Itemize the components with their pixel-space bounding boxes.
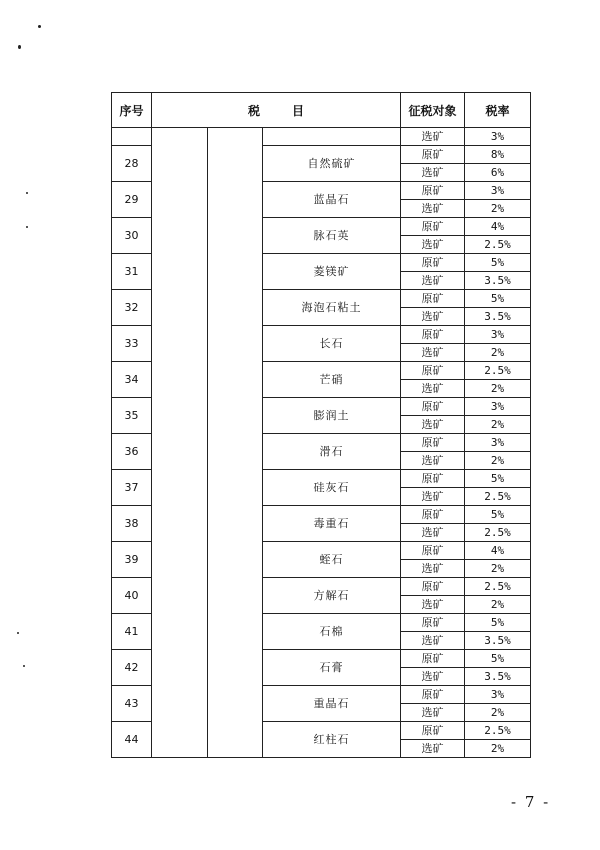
seq-cell: 29 <box>112 182 152 218</box>
levy-object-raw: 原矿 <box>401 398 465 416</box>
tax-rate-dressed: 3.5% <box>465 668 531 686</box>
tax-rate-dressed: 2.5% <box>465 488 531 506</box>
subcategory-cell <box>208 128 263 758</box>
seq-cell: 39 <box>112 542 152 578</box>
seq-cell: 31 <box>112 254 152 290</box>
tax-rate-dressed: 2.5% <box>465 524 531 542</box>
tax-rate-raw: 5% <box>465 470 531 488</box>
tax-rate-dressed: 3.5% <box>465 308 531 326</box>
tax-rate-dressed: 2% <box>465 596 531 614</box>
seq-cell: 44 <box>112 722 152 758</box>
levy-object-raw: 原矿 <box>401 614 465 632</box>
levy-object-raw: 原矿 <box>401 146 465 164</box>
tax-rate-dressed: 3.5% <box>465 632 531 650</box>
seq-cell: 38 <box>112 506 152 542</box>
levy-object-raw: 原矿 <box>401 650 465 668</box>
header-tax-rate: 税率 <box>465 93 531 128</box>
tax-rate-dressed: 6% <box>465 164 531 182</box>
mineral-name: 石棉 <box>263 614 401 650</box>
tax-rate-raw: 5% <box>465 290 531 308</box>
mineral-name: 芒硝 <box>263 362 401 398</box>
tax-rate-raw: 4% <box>465 218 531 236</box>
tax-rate-raw: 5% <box>465 650 531 668</box>
scan-speck <box>26 226 28 228</box>
scan-speck <box>17 632 19 634</box>
mineral-name: 毒重石 <box>263 506 401 542</box>
seq-cell: 41 <box>112 614 152 650</box>
seq-cell: 30 <box>112 218 152 254</box>
mineral-name: 海泡石粘土 <box>263 290 401 326</box>
tax-rate-dressed: 2% <box>465 740 531 758</box>
levy-object-raw: 原矿 <box>401 362 465 380</box>
tax-rate-dressed: 2% <box>465 560 531 578</box>
tax-rate-raw: 2.5% <box>465 722 531 740</box>
levy-object-raw: 原矿 <box>401 254 465 272</box>
mineral-name: 脉石英 <box>263 218 401 254</box>
levy-object-raw: 原矿 <box>401 686 465 704</box>
mineral-name: 滑石 <box>263 434 401 470</box>
levy-object-dressed: 选矿 <box>401 560 465 578</box>
tax-rate-dressed: 2% <box>465 200 531 218</box>
tax-rate-dressed: 2% <box>465 452 531 470</box>
levy-object-raw: 原矿 <box>401 182 465 200</box>
scan-speck <box>26 192 28 194</box>
tax-rate-dressed: 3.5% <box>465 272 531 290</box>
levy-object-dressed: 选矿 <box>401 200 465 218</box>
tax-rate-raw: 2.5% <box>465 578 531 596</box>
mineral-name: 蛭石 <box>263 542 401 578</box>
tax-rate-table <box>111 92 531 758</box>
levy-object-dressed: 选矿 <box>401 704 465 722</box>
seq-cell: 28 <box>112 146 152 182</box>
header-seq: 序号 <box>112 93 152 128</box>
seq-cell: 43 <box>112 686 152 722</box>
continuation-name-cell <box>263 128 401 146</box>
seq-cell: 32 <box>112 290 152 326</box>
levy-object-dressed: 选矿 <box>401 272 465 290</box>
seq-cell: 36 <box>112 434 152 470</box>
mineral-name: 方解石 <box>263 578 401 614</box>
levy-object-raw: 原矿 <box>401 434 465 452</box>
header-levy-object: 征税对象 <box>401 93 465 128</box>
levy-object-raw: 原矿 <box>401 722 465 740</box>
seq-cell: 37 <box>112 470 152 506</box>
header-tax-item <box>152 93 401 128</box>
levy-object-dressed: 选矿 <box>401 236 465 254</box>
seq-cell: 40 <box>112 578 152 614</box>
levy-object-raw: 原矿 <box>401 290 465 308</box>
tax-rate-raw: 4% <box>465 542 531 560</box>
seq-cell: 35 <box>112 398 152 434</box>
mineral-name: 硅灰石 <box>263 470 401 506</box>
tax-rate-dressed: 2% <box>465 416 531 434</box>
mineral-name: 自然硫矿 <box>263 146 401 182</box>
tax-rate-dressed: 2.5% <box>465 236 531 254</box>
continuation-rate: 3% <box>465 128 531 146</box>
continuation-seq-cell <box>112 128 152 146</box>
tax-rate-dressed: 2% <box>465 380 531 398</box>
seq-cell: 42 <box>112 650 152 686</box>
tax-rate-raw: 5% <box>465 254 531 272</box>
category-cell <box>152 128 208 758</box>
mineral-name: 蓝晶石 <box>263 182 401 218</box>
levy-object-dressed: 选矿 <box>401 632 465 650</box>
scan-speck <box>18 45 21 49</box>
tax-rate-raw: 5% <box>465 614 531 632</box>
scan-speck <box>23 665 25 667</box>
mineral-name: 膨润土 <box>263 398 401 434</box>
levy-object-dressed: 选矿 <box>401 452 465 470</box>
mineral-name: 菱镁矿 <box>263 254 401 290</box>
levy-object-dressed: 选矿 <box>401 380 465 398</box>
tax-rate-dressed: 2% <box>465 704 531 722</box>
page-number: - 7 - <box>511 793 551 811</box>
mineral-name: 长石 <box>263 326 401 362</box>
tax-rate-raw: 8% <box>465 146 531 164</box>
levy-object-raw: 原矿 <box>401 326 465 344</box>
tax-rate-raw: 3% <box>465 686 531 704</box>
tax-rate-raw: 3% <box>465 326 531 344</box>
tax-rate-raw: 3% <box>465 182 531 200</box>
tax-rate-raw: 2.5% <box>465 362 531 380</box>
table-header-row <box>112 93 531 128</box>
tax-rate-raw: 5% <box>465 506 531 524</box>
levy-object-dressed: 选矿 <box>401 488 465 506</box>
tax-rate-dressed: 2% <box>465 344 531 362</box>
levy-object-raw: 原矿 <box>401 470 465 488</box>
scan-speck <box>38 25 41 28</box>
tax-rate-raw: 3% <box>465 398 531 416</box>
continuation-row <box>112 128 531 146</box>
mineral-name: 重晶石 <box>263 686 401 722</box>
header-tax-item-right: 目 <box>292 103 305 118</box>
levy-object-dressed: 选矿 <box>401 524 465 542</box>
seq-cell: 33 <box>112 326 152 362</box>
continuation-object: 选矿 <box>401 128 465 146</box>
levy-object-dressed: 选矿 <box>401 596 465 614</box>
tax-rate-raw: 3% <box>465 434 531 452</box>
header-tax-item-left: 税 <box>247 103 260 118</box>
levy-object-dressed: 选矿 <box>401 164 465 182</box>
levy-object-raw: 原矿 <box>401 506 465 524</box>
levy-object-dressed: 选矿 <box>401 740 465 758</box>
levy-object-dressed: 选矿 <box>401 344 465 362</box>
levy-object-raw: 原矿 <box>401 542 465 560</box>
levy-object-dressed: 选矿 <box>401 308 465 326</box>
levy-object-raw: 原矿 <box>401 578 465 596</box>
levy-object-raw: 原矿 <box>401 218 465 236</box>
levy-object-dressed: 选矿 <box>401 416 465 434</box>
mineral-name: 石膏 <box>263 650 401 686</box>
mineral-name: 红柱石 <box>263 722 401 758</box>
seq-cell: 34 <box>112 362 152 398</box>
levy-object-dressed: 选矿 <box>401 668 465 686</box>
